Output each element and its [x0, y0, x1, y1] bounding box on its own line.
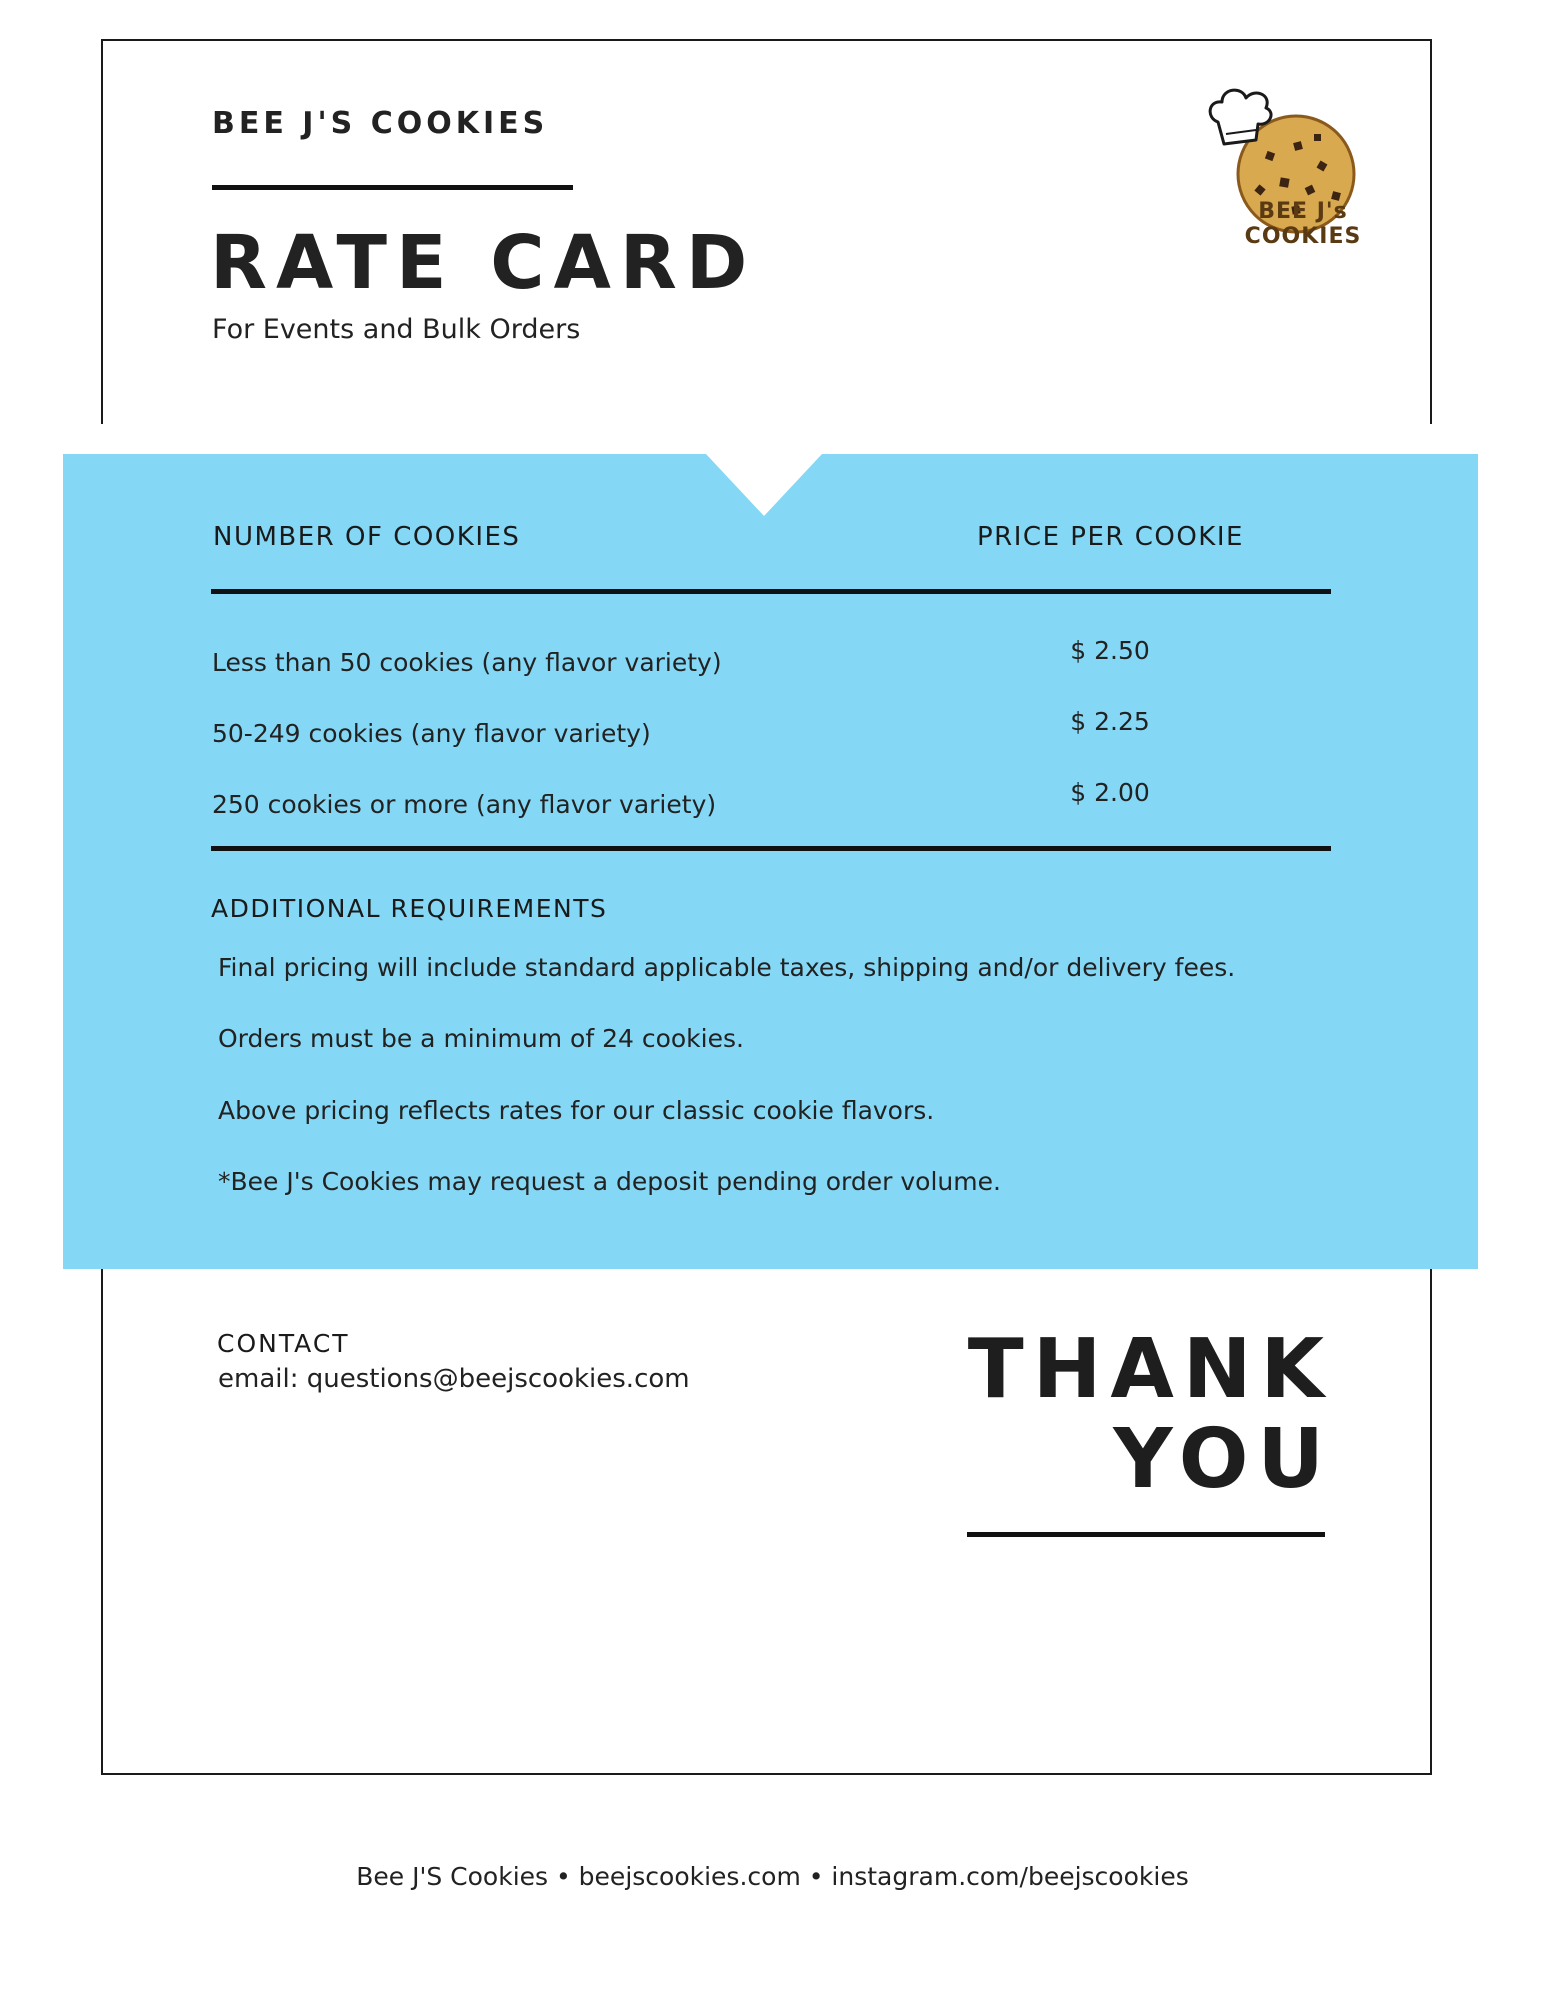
footer-text: Bee J'S Cookies • beejscookies.com • instagram.com/beejscookies [356, 1862, 1189, 1891]
title-divider [212, 185, 573, 190]
table-row-price: $ 2.50 [1070, 636, 1150, 665]
logo-wordmark: BEE J's COOKIES [1244, 199, 1362, 249]
panel-notch [706, 454, 822, 516]
table-row-label: 50-249 cookies (any flavor variety) [212, 719, 651, 748]
brand-name: BEE J'S COOKIES [212, 106, 549, 141]
thank-you-line1: THANK [967, 1322, 1333, 1417]
contact-heading: CONTACT [217, 1329, 350, 1358]
contact-email[interactable]: email: questions@beejscookies.com [218, 1364, 690, 1394]
thank-you-line2: YOU [1113, 1412, 1333, 1507]
thank-you-heading [967, 1322, 1333, 1507]
requirement-item: *Bee J's Cookies may request a deposit pending order volume. [218, 1167, 1001, 1196]
page-subtitle: For Events and Bulk Orders [212, 314, 581, 345]
page-title: RATE CARD [210, 220, 757, 306]
additional-requirements-heading: ADDITIONAL REQUIREMENTS [211, 894, 608, 923]
table-row-price: $ 2.00 [1070, 778, 1150, 807]
requirement-item: Above pricing reflects rates for our classic cookie flavors. [218, 1096, 935, 1125]
pricing-panel [63, 454, 1478, 1269]
requirement-item: Final pricing will include standard applicable taxes, shipping and/or delivery fees. [218, 953, 1236, 982]
column-header-quantity: NUMBER OF COOKIES [213, 522, 521, 552]
requirement-item: Orders must be a minimum of 24 cookies. [218, 1024, 744, 1053]
table-row-label: Less than 50 cookies (any flavor variety) [212, 648, 722, 677]
table-footer-divider [211, 846, 1331, 851]
column-header-price: PRICE PER COOKIE [977, 522, 1244, 552]
table-row-label: 250 cookies or more (any flavor variety) [212, 790, 717, 819]
table-header-divider [211, 589, 1331, 594]
thank-you-divider [967, 1532, 1325, 1537]
table-row-price: $ 2.25 [1070, 707, 1150, 736]
